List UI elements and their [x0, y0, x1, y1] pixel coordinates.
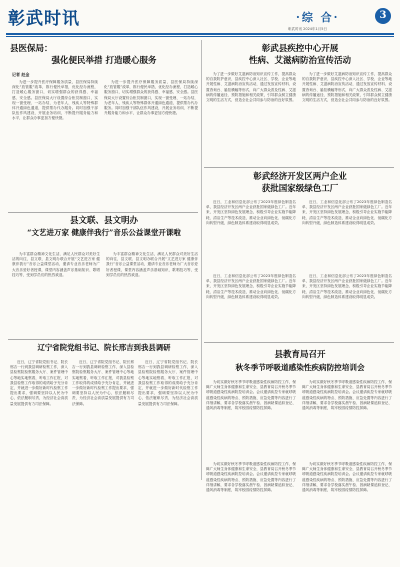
article-title: 辽宁省院党组书记、院长邢吉到我县调研	[37, 343, 171, 352]
column-divider	[201, 40, 202, 480]
article-title: 彰武经济开发区两户企业	[253, 172, 347, 182]
paper-name: 彰武时讯	[8, 9, 80, 29]
divider	[204, 167, 394, 168]
article-title: 彰武县疾控中心开展	[261, 44, 339, 54]
article-body-col2: 近日，工业和信息化部公布了2023年度绿色制造名单，我县经济开发区两户企业获批国家级绿色工厂。近年来，开发区坚持绿色发展理念，积极引导企业实施节能降耗、清洁生产等技术改造，推动企业向绿色化、低碳化方向转型升级，绿色制造体系建设取得明显成效。	[302, 200, 392, 225]
divider	[8, 212, 198, 213]
article-body: 为了进一步做好艾滋病防治知识宣传工作，提高群众的自我防护意识，县疾控中心深入社区、学校、企业等地开展性病、艾滋病防治宣传活动，通过发放宣传材料、设置咨询台、悬挂横幅等形式，向广大群众普及性病、艾滋病的传播途径、预防措施和相关政策，引导群众树立健康文明的生活方式，营造全社会共同参与防治的良好氛围。	[206, 72, 296, 103]
article-body-col2: 为进一步提升医疗保障服务质量，县医保局持续深化“放管服”改革，推行便民举措，优化经办流程，打造暖心服务窗口，切实增强群众的获得感、幸福感、安全感。县医保局大厅设置综合柜员制窗口，实现一窗受理、一站办结，为老年人、残疾人等特殊群体开通绿色通道，提供帮办代办服务。同时加强干部队伍作风建设，开展业务培训，不断提升服务能力和水平，让群众办事更加方便快捷。	[104, 80, 198, 116]
article-subtitle: 强化便民举措 打造暖心服务	[51, 56, 157, 66]
divider	[204, 342, 394, 343]
article-body-col2: 为了进一步做好艾滋病防治知识宣传工作，提高群众的自我防护意识，县疾控中心深入社区、学校、企业等地开展性病、艾滋病防治宣传活动，通过发放宣传材料、设置咨询台、悬挂横幅等形式，向广大群众普及性病、艾滋病的传播途径、预防措施和相关政策，引导群众树立健康文明的生活方式，营造全社会共同参与防治的良好氛围。	[302, 72, 392, 103]
issue-line: 彰武时讯 2024年1月5日	[288, 27, 327, 31]
masthead	[0, 0, 400, 34]
article-subtitle: 获批国家级绿色工厂	[261, 184, 339, 194]
article-body-col4: 为切实做好秋冬季节呼吸道感染性疾病防控工作，保障广大师生身体健康和生命安全，县教育局召开秋冬季节呼吸道感染性疾病防控培训会。会议邀请疾控专家就呼吸道感染性疾病的特点、预防措施、应急处置等内容进行了详细讲解，要求各学校落实晨午检、因病缺课追踪登记、通风消毒等制度，筑牢校园疫情防控屏障。	[302, 462, 392, 493]
article-body: 近日，辽宁省院党组书记、院长邢吉一行到我县调研检察工作，深入县检察院检察服务大厅、案件管理中心等地实地察看，听取工作汇报，对我县检察工作取得的成绩给予充分肯定，并就进一步做好新时代检察工作提出要求，强调要坚持以人民为中心，依法履职尽责，为经济社会高质量发展提供有力司法保障。	[10, 360, 68, 406]
article-byline: 记者 赵金	[12, 72, 30, 77]
article-body-col2: 为切实做好秋冬季节呼吸道感染性疾病防控工作，保障广大师生身体健康和生命安全，县教育局召开秋冬季节呼吸道感染性疾病防控培训会。会议邀请疾控专家就呼吸道感染性疾病的特点、预防措施、应急处置等内容进行了详细讲解，要求各学校落实晨午检、因病缺课追踪登记、通风消毒等制度，筑牢校园疫情防控屏障。	[302, 380, 392, 411]
divider	[8, 339, 198, 340]
section-name: ·综 合·	[296, 11, 340, 24]
article-body: 为丰富群众精神文化生活，满足人民群众对美好生活的向往，县文联、县文明办联合开展“文艺进万家 健康伴我行”音乐公益课堂活动，邀请专业音乐老师为广大音乐爱好者授课，课堂内容涵盖声乐基础知识、歌唱技巧等，受到学员们的热烈欢迎。	[12, 252, 100, 277]
article-body-continued: 近日，工业和信息化部公布了2023年度绿色制造名单，我县经济开发区两户企业获批国家级绿色工厂。近年来，开发区坚持绿色发展理念，积极引导企业实施节能降耗、清洁生产等技术改造，推动企业向绿色化、低碳化方向转型升级，绿色制造体系建设取得明显成效。	[206, 274, 296, 299]
article-title: 县文联、县文明办	[69, 216, 138, 226]
masthead-rule-thin	[6, 36, 394, 37]
article-body-col2: 近日，辽宁省院党组书记、院长邢吉一行到我县调研检察工作，深入县检察院检察服务大厅、案件管理中心等地实地察看，听取工作汇报，对我县检察工作取得的成绩给予充分肯定，并就进一步做好新时代检察工作提出要求，强调要坚持以人民为中心，依法履职尽责，为经济社会高质量发展提供有力司法保障。	[72, 360, 134, 406]
article-subtitle: “文艺进万家 健康伴我行”音乐公益课堂开课啦	[27, 228, 181, 237]
article-body-col2: 为丰富群众精神文化生活，满足人民群众对美好生活的向往，县文联、县文明办联合开展“文艺进万家 健康伴我行”音乐公益课堂活动，邀请专业音乐老师为广大音乐爱好者授课，课堂内容涵盖声乐基础知识、歌唱技巧等，受到学员们的热烈欢迎。	[106, 252, 198, 277]
article-title: 县教育局召开	[274, 350, 326, 360]
masthead-rule	[6, 33, 394, 35]
page-number: 3	[375, 8, 391, 24]
article-body-continued-col2: 近日，工业和信息化部公布了2023年度绿色制造名单，我县经济开发区两户企业获批国家级绿色工厂。近年来，开发区坚持绿色发展理念，积极引导企业实施节能降耗、清洁生产等技术改造，推动企业向绿色化、低碳化方向转型升级，绿色制造体系建设取得明显成效。	[302, 274, 392, 299]
article-body: 为切实做好秋冬季节呼吸道感染性疾病防控工作，保障广大师生身体健康和生命安全，县教育局召开秋冬季节呼吸道感染性疾病防控培训会。会议邀请疾控专家就呼吸道感染性疾病的特点、预防措施、应急处置等内容进行了详细讲解，要求各学校落实晨午检、因病缺课追踪登记、通风消毒等制度，筑牢校园疫情防控屏障。	[206, 380, 296, 411]
article-body-col3: 近日，辽宁省院党组书记、院长邢吉一行到我县调研检察工作，深入县检察院检察服务大厅、案件管理中心等地实地察看，听取工作汇报，对我县检察工作取得的成绩给予充分肯定，并就进一步做好新时代检察工作提出要求，强调要坚持以人民为中心，依法履职尽责，为经济社会高质量发展提供有力司法保障。	[138, 360, 198, 406]
article-body: 近日，工业和信息化部公布了2023年度绿色制造名单，我县经济开发区两户企业获批国家级绿色工厂。近年来，开发区坚持绿色发展理念，积极引导企业实施节能降耗、清洁生产等技术改造，推动企业向绿色化、低碳化方向转型升级，绿色制造体系建设取得明显成效。	[206, 200, 296, 225]
article-subtitle: 性病、艾滋病防治宣传活动	[248, 56, 351, 66]
article-subtitle: 秋冬季节呼吸道感染性疾病防控培训会	[235, 363, 365, 372]
article-title: 县医保局：	[10, 44, 53, 54]
article-body: 为进一步提升医疗保障服务质量，县医保局持续深化“放管服”改革，推行便民举措，优化经办流程，打造暖心服务窗口，切实增强群众的获得感、幸福感、安全感。县医保局大厅设置综合柜员制窗口，实现一窗受理、一站办结，为老年人、残疾人等特殊群体开通绿色通道，提供帮办代办服务。同时加强干部队伍作风建设，开展业务培训，不断提升服务能力和水平，让群众办事更加方便快捷。	[12, 80, 98, 121]
article-body-col3: 为切实做好秋冬季节呼吸道感染性疾病防控工作，保障广大师生身体健康和生命安全，县教育局召开秋冬季节呼吸道感染性疾病防控培训会。会议邀请疾控专家就呼吸道感染性疾病的特点、预防措施、应急处置等内容进行了详细讲解，要求各学校落实晨午检、因病缺课追踪登记、通风消毒等制度，筑牢校园疫情防控屏障。	[206, 462, 296, 493]
